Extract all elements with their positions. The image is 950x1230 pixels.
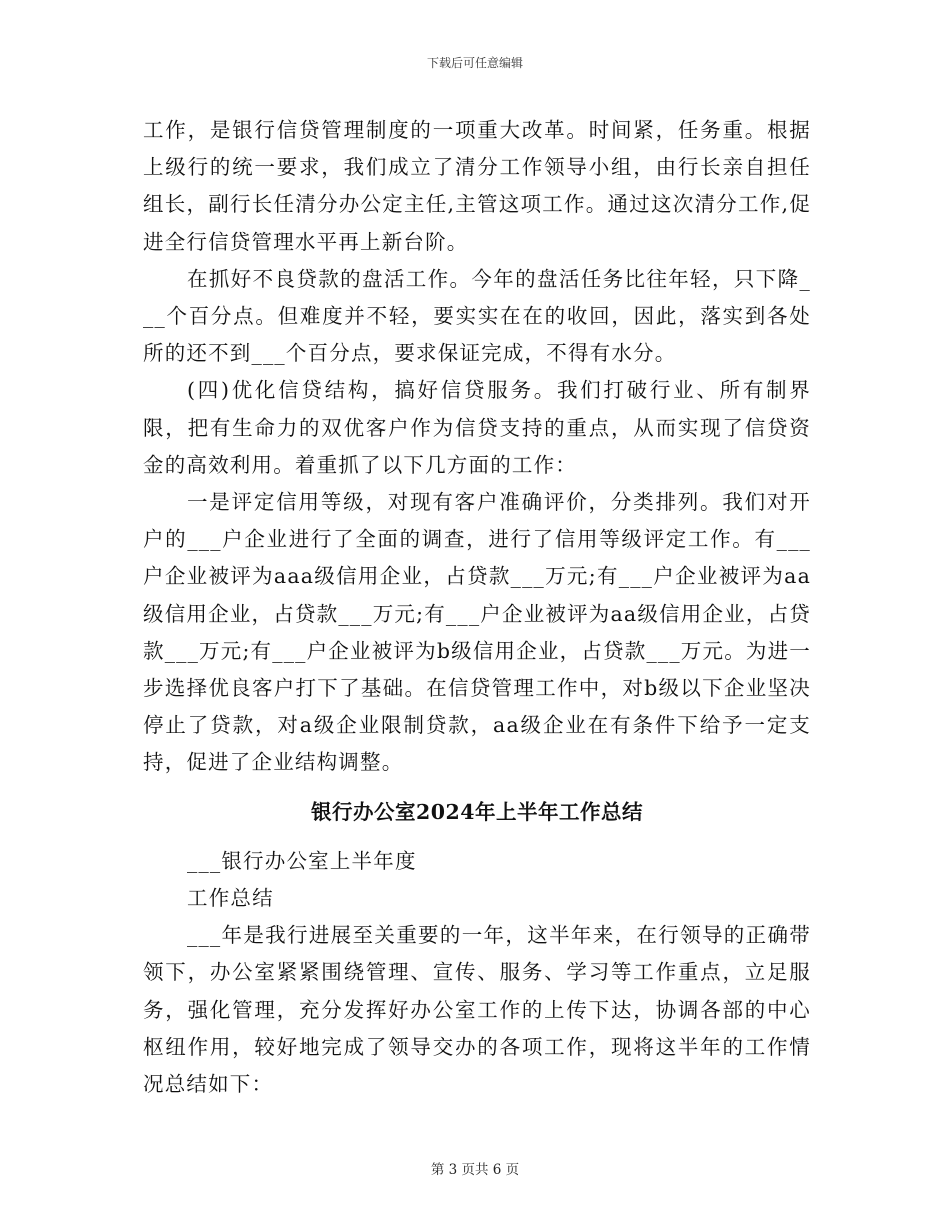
document-body (143, 112, 811, 1103)
paragraph: 工作，是银行信贷管理制度的一项重大改革。时间紧，任务重。根据上级行的统一要求，我们成立了清分工作领导小组，由行长亲自担任组长，副行长任清分办公定主任,主管这项工作。通过这次清分工作,促进全行信贷管理水平再上新台阶。 (143, 118, 811, 254)
paragraph: (四)优化信贷结构，搞好信贷服务。我们打破行业、所有制界限，把有生命力的双优客户作为信贷支持的重点，从而实现了信贷资金的高效利用。着重抓了以下几方面的工作： (143, 378, 811, 477)
section-title: 银行办公室2024年上半年工作总结 (310, 799, 644, 824)
page-header: 下载后可任意编辑 (426, 56, 523, 70)
paragraph: ___银行办公室上半年度 (187, 848, 417, 873)
paragraph: 工作总结 (187, 886, 274, 911)
paragraph: 在抓好不良贷款的盘活工作。今年的盘活任务比往年轻，只下降___个百分点。但难度并不轻，要实实在在的收回，因此，落实到各处所的还不到___个百分点，要求保证完成，不得有水分。 (143, 266, 811, 366)
paragraph: ___年是我行进展至关重要的一年，这半年来，在行领导的正确带领下，办公室紧紧围绕管理、宣传、服务、学习等工作重点，立足服务，强化管理，充分发挥好办公室工作的上传下达，协调各部的中心枢纽作用，较好地完成了领导交办的各项工作，现将这半年的工作情况总结如下： (143, 923, 811, 1097)
paragraph: 一是评定信用等级，对现有客户准确评价，分类排列。我们对开户的___户企业进行了全面的调查，进行了信用等级评定工作。有___户企业被评为aaa级信用企业，占贷款___万元;有___户企业被评为aa级信用企业，占贷款___万元;有___户企业被评为aa级信用企业，占贷款___万元;有___户企业被评为b级信用企业，占贷款___万元。为进一步选择优良客户打下了基础。在信贷管理工作中，对b级以下企业坚决停止了贷款，对a级企业限制贷款，aa级企业在有条件下给予一定支持，促进了企业结构调整。 (143, 490, 811, 775)
page-footer: 第 3 页共 6 页 (430, 1162, 520, 1178)
